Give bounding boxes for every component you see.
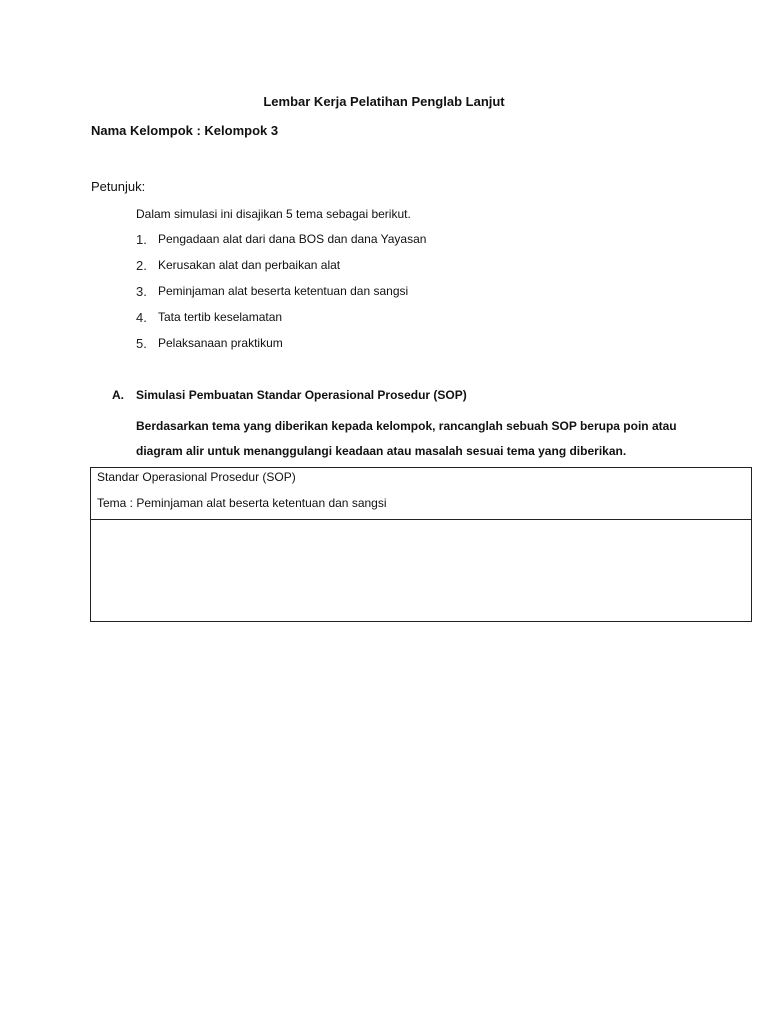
list-item xyxy=(136,258,426,284)
group-name: Nama Kelompok : Kelompok 3 xyxy=(91,123,279,138)
list-text: Peminjaman alat beserta ketentuan dan sangsi xyxy=(158,284,409,298)
sop-answer-area[interactable] xyxy=(91,520,751,622)
theme-list xyxy=(136,232,426,362)
sop-table xyxy=(90,467,752,622)
sop-heading: Standar Operasional Prosedur (SOP) xyxy=(97,470,296,484)
section-title: Simulasi Pembuatan Standar Operasional Prosedur (SOP) xyxy=(136,388,467,402)
document-title: Lembar Kerja Pelatihan Penglab Lanjut xyxy=(263,94,505,109)
list-number: 2. xyxy=(136,258,147,273)
list-number: 4. xyxy=(136,310,147,325)
sop-table-header xyxy=(91,468,751,520)
list-item xyxy=(136,310,426,336)
section-letter: A. xyxy=(112,388,124,402)
list-item xyxy=(136,284,426,310)
list-text: Pengadaan alat dari dana BOS dan dana Yayasan xyxy=(158,232,427,246)
instructions-intro: Dalam simulasi ini disajikan 5 tema sebagai berikut. xyxy=(136,207,411,221)
list-number: 1. xyxy=(136,232,147,247)
list-number: 5. xyxy=(136,336,147,351)
list-text: Tata tertib keselamatan xyxy=(158,310,283,324)
list-number: 3. xyxy=(136,284,147,299)
instructions-label: Petunjuk: xyxy=(91,179,146,194)
section-instruction: Berdasarkan tema yang diberikan kepada kelompok, rancanglah sebuah SOP berupa poin atau diagram alir untuk menanggulangi keadaan atau masalah sesuai tema yang diberikan. xyxy=(136,419,677,458)
list-text: Kerusakan alat dan perbaikan alat xyxy=(158,258,341,272)
sop-theme: Tema : Peminjaman alat beserta ketentuan dan sangsi xyxy=(97,496,387,510)
list-item xyxy=(136,232,426,258)
list-item xyxy=(136,336,426,362)
list-text: Pelaksanaan praktikum xyxy=(158,336,283,350)
section-heading xyxy=(112,388,467,402)
